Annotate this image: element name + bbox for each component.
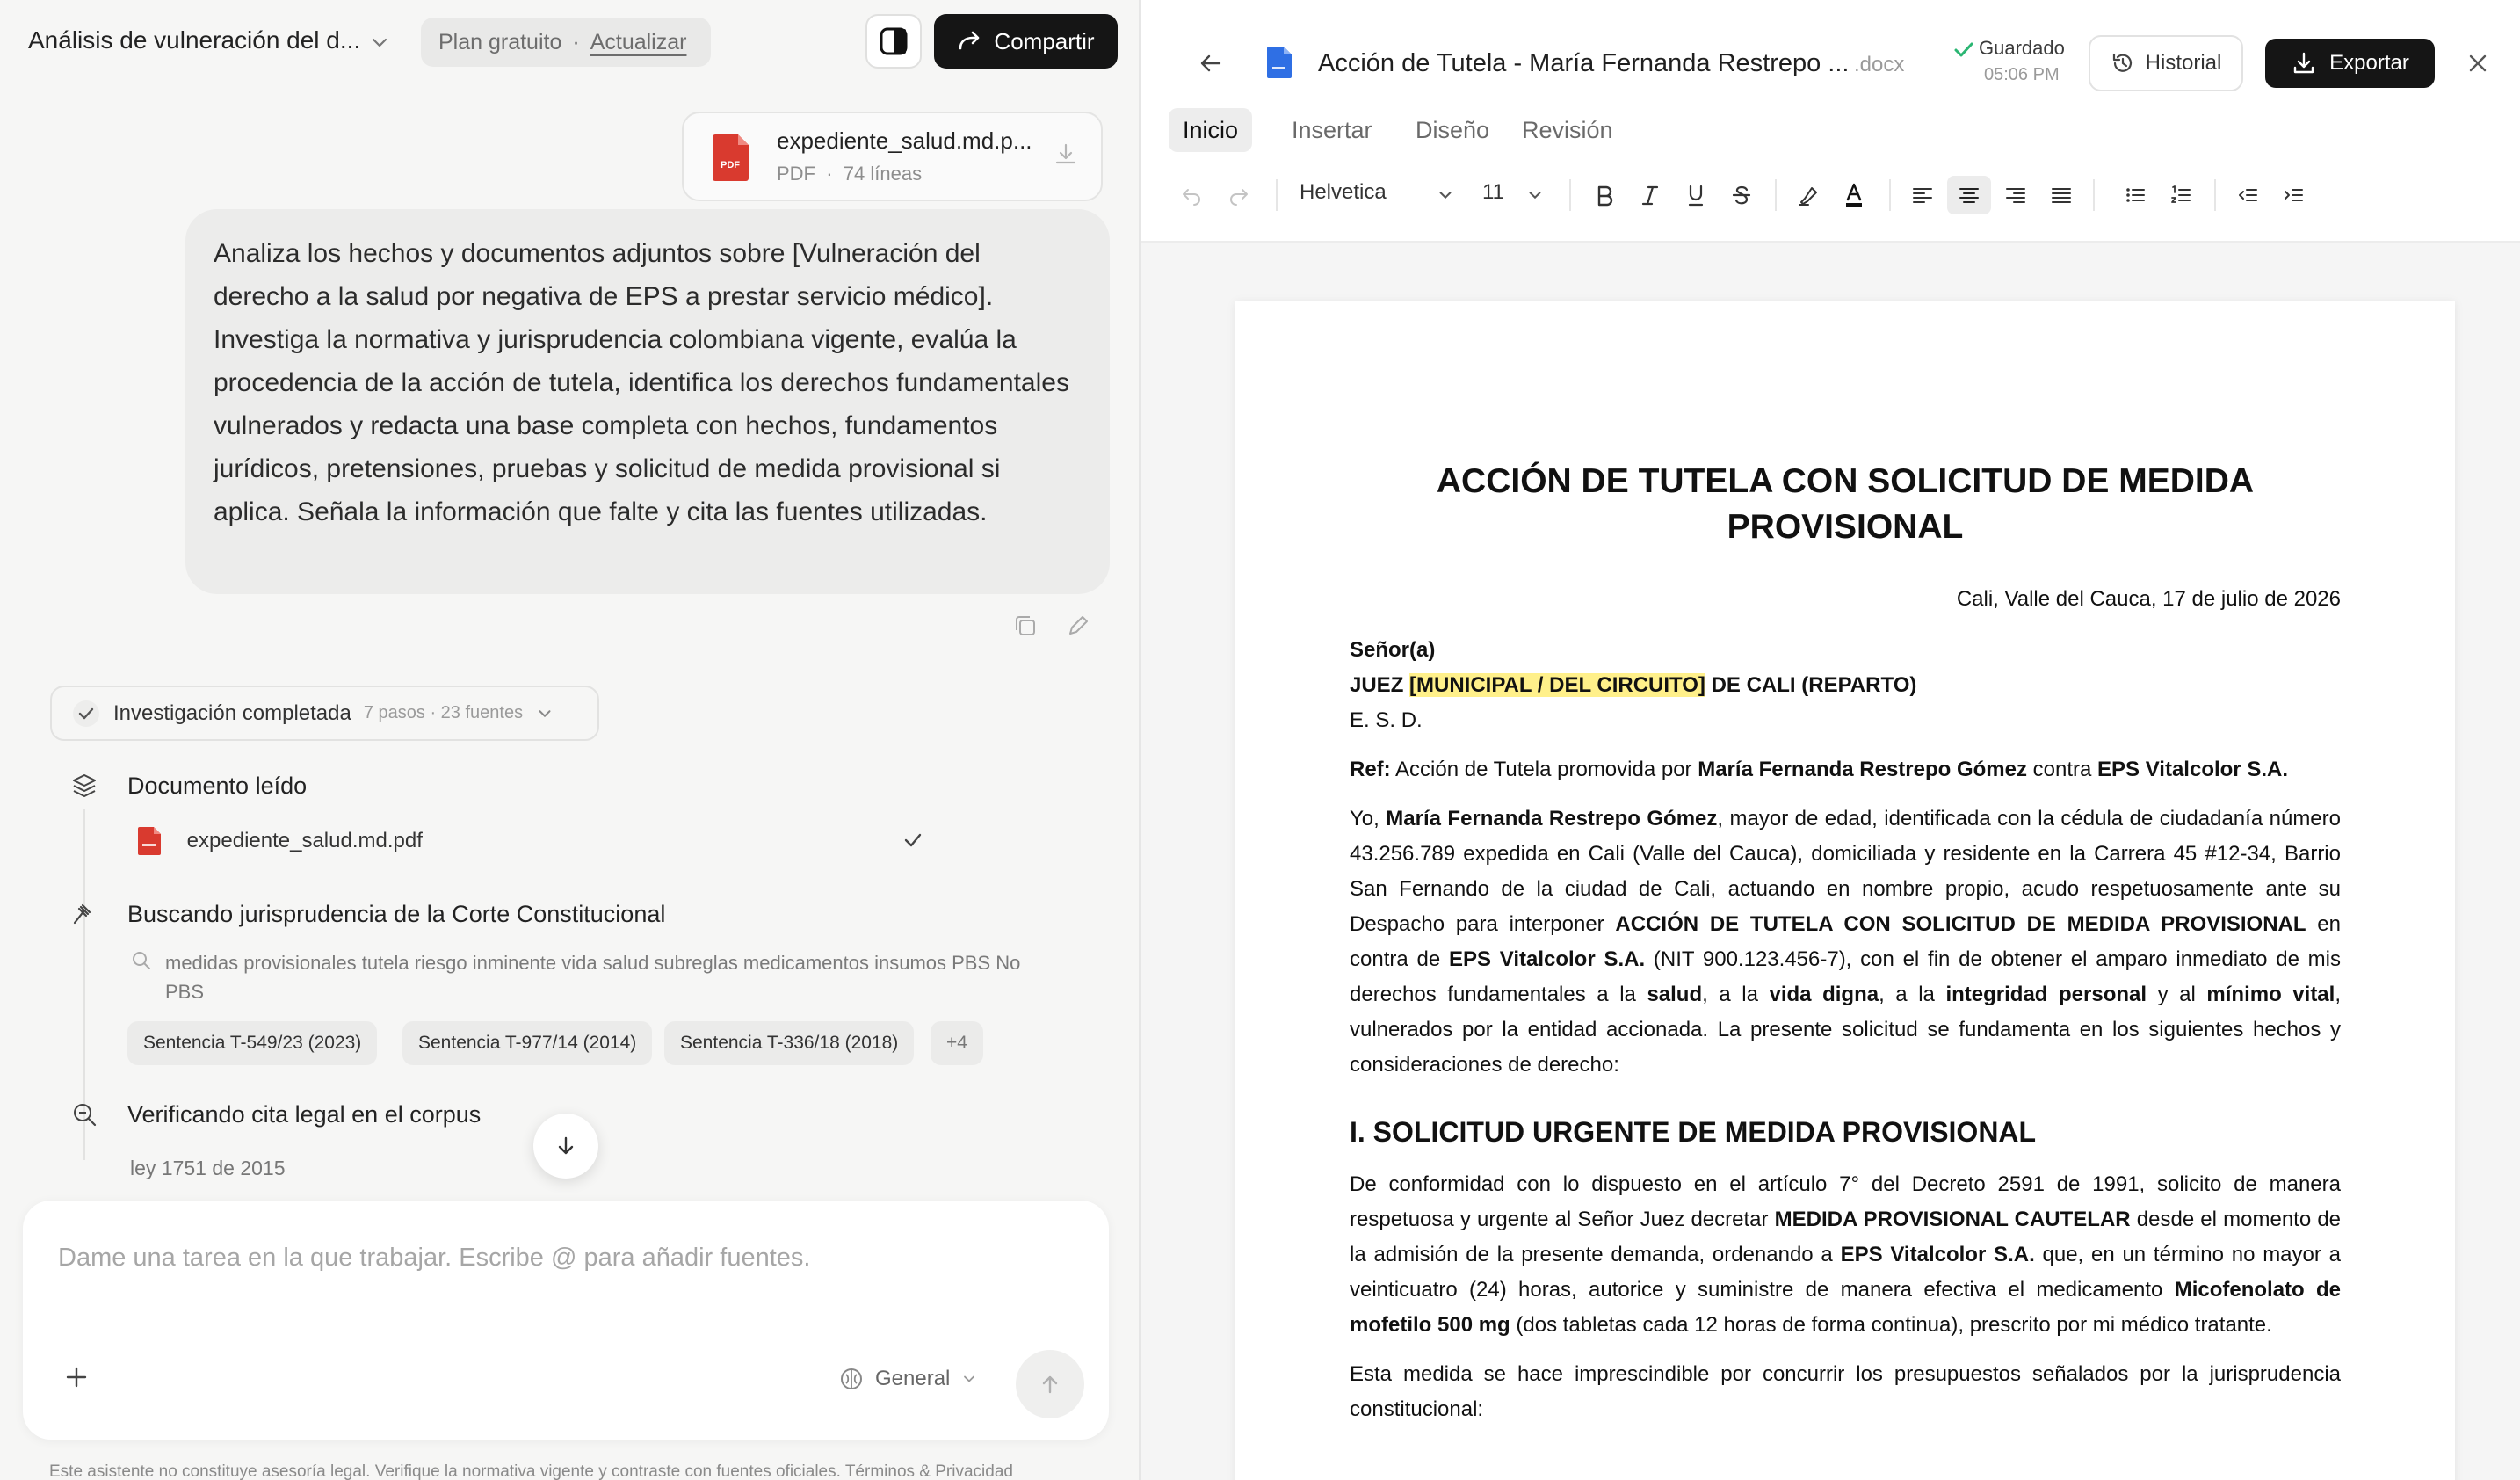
para-bold: vida digna [1769, 983, 1879, 1006]
font-family-select[interactable]: Helvetica [1300, 180, 1387, 204]
undo-icon[interactable] [1176, 176, 1207, 214]
share-arrow-icon [957, 29, 981, 54]
para-bold: mínimo vital [2206, 983, 2335, 1006]
para-bold: ACCIÓN DE TUTELA CON SOLICITUD DE MEDIDA PROVISIONAL [1615, 912, 2306, 936]
more-sources-chip[interactable]: +4 [931, 1021, 983, 1065]
document-editor-pane [1139, 0, 2520, 1480]
para-bold: Micofenolato de mofetilo 500 mg [1350, 1278, 2342, 1337]
para-text: desde el momento de la admisión de la presente demanda, ordenando a [1350, 1208, 2342, 1266]
para-bold: MEDIDA PROVISIONAL CAUTELAR [1774, 1208, 2131, 1231]
research-status-label: Investigación completada [113, 700, 351, 725]
export-label: Exportar [2329, 51, 2409, 75]
chat-title[interactable]: Análisis de vulneración del d... [28, 26, 361, 54]
source-chip[interactable]: Sentencia T-977/14 (2014) [402, 1021, 652, 1065]
ref-eps: EPS Vitalcolor S.A. [2097, 758, 2288, 781]
ref-text: contra [2026, 758, 2098, 781]
step-title-jurisprudence: Buscando jurisprudencia de la Corte Constitucional [127, 901, 666, 927]
toolbar-divider [1569, 179, 1571, 211]
plan-dot: · [572, 29, 580, 54]
align-right-icon[interactable] [1996, 176, 2035, 214]
para-bold: EPS Vitalcolor S.A. [1448, 947, 1646, 971]
addressee-line-2a: JUEZ [1350, 673, 1410, 697]
para-text: en contra de [1350, 912, 2341, 971]
mode-select[interactable] [838, 1366, 978, 1392]
tab-diseno[interactable]: Diseño [1416, 116, 1490, 143]
toolbar-divider [2214, 179, 2216, 211]
para-bold: integridad personal [1945, 983, 2147, 1006]
download-icon[interactable] [1053, 141, 1079, 168]
align-center-icon[interactable] [1947, 176, 1991, 214]
plan-pill [421, 18, 711, 67]
ref-text: Acción de Tutela promovida por [1390, 758, 1698, 781]
user-message-bubble [185, 209, 1110, 594]
addressee-placeholder-highlight: [MUNICIPAL / DEL CIRCUITO] [1409, 673, 1705, 697]
para-text: (NIT 900.123.456-7), con el fin de obtener el amparo inmediato de mis derechos fundamentales a la [1350, 947, 2342, 1006]
document-extension: .docx [1854, 53, 1905, 76]
para-text: , mayor de edad, identificada con la cédula de ciudadanía número 43.256.789 expedida en Cali (Valle del Cauca), domiciliada y residente en la Carrera 45 #12-34, Barrio San Fernando de la ciudad de Cali, actuando en nombre propio, acudo respetuosamente ante su Despacho para interponer [1350, 807, 2341, 936]
step-file-row[interactable] [137, 826, 423, 856]
doc-reference [1350, 752, 2341, 787]
saved-label: Guardado [1979, 37, 2065, 59]
italic-icon[interactable] [1633, 176, 1668, 214]
check-circle-icon [71, 699, 101, 729]
history-label: Historial [2145, 51, 2222, 75]
outdent-icon[interactable] [2228, 176, 2267, 214]
source-chip[interactable]: Sentencia T-336/18 (2018) [664, 1021, 914, 1065]
history-icon [2111, 51, 2135, 76]
sidebar-toggle-icon [879, 26, 909, 56]
para-text: (dos tabletas cada 12 horas de forma continua), prescrito por mi médico tratante. [1510, 1313, 2272, 1337]
research-status-meta: 7 pasos · 23 fuentes [363, 703, 524, 722]
copy-icon[interactable] [1012, 613, 1039, 639]
align-justify-icon[interactable] [2042, 176, 2081, 214]
step-detail: ley 1751 de 2015 [130, 1157, 286, 1179]
para-text: Yo, [1350, 807, 1387, 831]
para-text: , a la [1702, 983, 1770, 1006]
scroll-down-button[interactable] [533, 1114, 598, 1179]
numbered-list-icon[interactable] [2162, 176, 2200, 214]
attachment-name: expediente_salud.md.p... [777, 127, 1032, 154]
toolbar-divider [2093, 179, 2095, 211]
plan-label: Plan gratuito [438, 29, 562, 54]
download-icon [2291, 50, 2317, 76]
tab-insertar[interactable]: Insertar [1292, 116, 1372, 143]
source-chip[interactable]: Sentencia T-549/23 (2023) [127, 1021, 377, 1065]
edit-pencil-icon[interactable] [1065, 613, 1091, 639]
search-zoom-icon [70, 1100, 98, 1128]
attachment-card[interactable] [682, 112, 1103, 201]
pdf-file-icon [712, 133, 750, 182]
document-title[interactable]: Acción de Tutela - María Fernanda Restrepo ... [1318, 49, 1850, 77]
disclaimer-text: Este asistente no constituye asesoría legal. Verifique la normativa vigente y contraste con fuentes oficiales. Términos & Privacidad [49, 1462, 1013, 1480]
para-text: , vulnerados por la entidad accionada. La presente solicitud se fundamenta en los siguientes hechos y consideraciones de derecho: [1350, 983, 2341, 1077]
attachment-meta [777, 163, 922, 185]
addressee-line-2b: DE CALI (REPARTO) [1705, 673, 1917, 697]
para-text: que, en un término no mayor a veinticuatro (24) horas, autorice y suministre de manera efectiva el medicamento [1350, 1243, 2341, 1302]
font-size-select[interactable]: 11 [1482, 180, 1504, 204]
doc-measure-paragraph [1350, 1167, 2341, 1343]
indent-icon[interactable] [2274, 176, 2313, 214]
addressee-line-1: Señor(a) [1350, 638, 1436, 662]
arrow-up-icon [1038, 1372, 1062, 1397]
para-bold: María Fernanda Restrepo Gómez [1386, 807, 1718, 831]
text-color-icon[interactable] [1836, 176, 1872, 214]
doc-requirements-paragraph: Esta medida se hace imprescindible por concurrir los presupuestos señalados por la jurisprudencia constitucional: [1350, 1362, 2341, 1421]
check-icon [902, 829, 924, 852]
send-button[interactable] [1016, 1350, 1084, 1418]
document-page[interactable] [1235, 301, 2455, 1480]
add-plus-icon[interactable] [63, 1364, 90, 1390]
upgrade-link[interactable]: Actualizar [590, 29, 687, 54]
step-title-document-read: Documento leído [127, 773, 308, 799]
saved-check-icon [1952, 39, 1975, 62]
share-label: Compartir [994, 27, 1095, 54]
attachment-type: PDF [777, 163, 815, 185]
ref-label: Ref: [1350, 758, 1391, 781]
pdf-badge-text: PDF [721, 160, 740, 170]
para-text: y al [2147, 983, 2207, 1006]
chevron-down-icon[interactable] [1432, 176, 1459, 214]
export-button[interactable] [2265, 39, 2435, 88]
search-query-text: medidas provisionales tutela riesgo inminente vida salud subreglas medicamentos insumos PBS No PBS [165, 952, 1021, 1003]
redo-icon[interactable] [1223, 176, 1255, 214]
search-icon [130, 949, 153, 972]
gavel-icon [70, 900, 98, 928]
step-title-verifying: Verificando cita legal en el corpus [127, 1101, 482, 1128]
toolbar-divider [1889, 179, 1891, 211]
para-bold: salud [1647, 983, 1703, 1006]
doc-addressee [1350, 633, 2341, 738]
close-icon[interactable] [2466, 51, 2490, 76]
mode-label: General [875, 1367, 951, 1390]
editor-header [1141, 0, 2520, 243]
panel-toggle-button[interactable] [865, 14, 922, 69]
ref-name: María Fernanda Restrepo Gómez [1698, 758, 2027, 781]
word-doc-icon [1266, 46, 1293, 79]
research-status-pill[interactable] [50, 686, 599, 741]
chat-pane [0, 0, 1139, 1480]
pdf-file-icon [137, 826, 162, 856]
chevron-down-icon[interactable] [369, 32, 390, 53]
addressee-line-3: E. S. D. [1350, 708, 1423, 732]
tab-revision[interactable]: Revisión [1522, 116, 1613, 143]
attachment-dot: · [826, 163, 833, 185]
chevron-down-icon [535, 704, 554, 723]
brain-icon [838, 1366, 865, 1392]
doc-section-heading: I. SOLICITUD URGENTE DE MEDIDA PROVISIONAL [1350, 1116, 2037, 1148]
share-button[interactable] [934, 14, 1118, 69]
para-text: , a la [1879, 983, 1946, 1006]
toolbar-divider [1276, 179, 1278, 211]
underline-icon[interactable] [1678, 176, 1713, 214]
attachment-lines: 74 líneas [843, 163, 923, 185]
toolbar-divider [1775, 179, 1777, 211]
para-bold: EPS Vitalcolor S.A. [1840, 1243, 2035, 1266]
align-left-icon[interactable] [1903, 176, 1942, 214]
back-arrow-icon[interactable] [1197, 49, 1225, 77]
layers-icon [70, 772, 98, 800]
user-message-text: Analiza los hechos y documentos adjuntos sobre [Vulneración del derecho a la salud por negativa de EPS a prestar servicio médico]. Investiga la normativa y jurisprudencia colombiana vigente, evalúa la procedencia de la acción de tutela, identifica los derechos fundamentales vulnerados y redacta una base completa con hechos, fundamentos jurídicos, pretensiones, pruebas y solicitud de medida provisional si aplica. Señala la información que falte y cita las fuentes utilizadas. [214, 239, 1069, 526]
doc-date: Cali, Valle del Cauca, 17 de julio de 2026 [1956, 587, 2341, 611]
arrow-down-icon [554, 1134, 578, 1158]
history-button[interactable] [2089, 35, 2243, 91]
bullet-list-icon[interactable] [2116, 176, 2154, 214]
composer-input[interactable] [58, 1236, 1068, 1280]
chevron-down-icon [960, 1370, 978, 1388]
doc-intro-paragraph [1350, 802, 2341, 1083]
composer [23, 1201, 1109, 1440]
bold-icon[interactable] [1587, 176, 1622, 214]
chevron-down-icon[interactable] [1522, 176, 1548, 214]
para-text: De conformidad con lo dispuesto en el artículo 7° del Decreto 2591 de 1991, solicito de manera respetuosa y urgente al Señor Juez decretar [1350, 1172, 2341, 1231]
highlighter-icon[interactable] [1791, 176, 1826, 214]
step-file-name: expediente_salud.md.pdf [186, 829, 423, 852]
saved-time: 05:06 PM [1984, 65, 2060, 84]
strikethrough-icon[interactable] [1724, 176, 1759, 214]
doc-heading: ACCIÓN DE TUTELA CON SOLICITUD DE MEDIDA PROVISIONAL [1436, 462, 2255, 546]
tab-inicio[interactable]: Inicio [1169, 108, 1252, 152]
